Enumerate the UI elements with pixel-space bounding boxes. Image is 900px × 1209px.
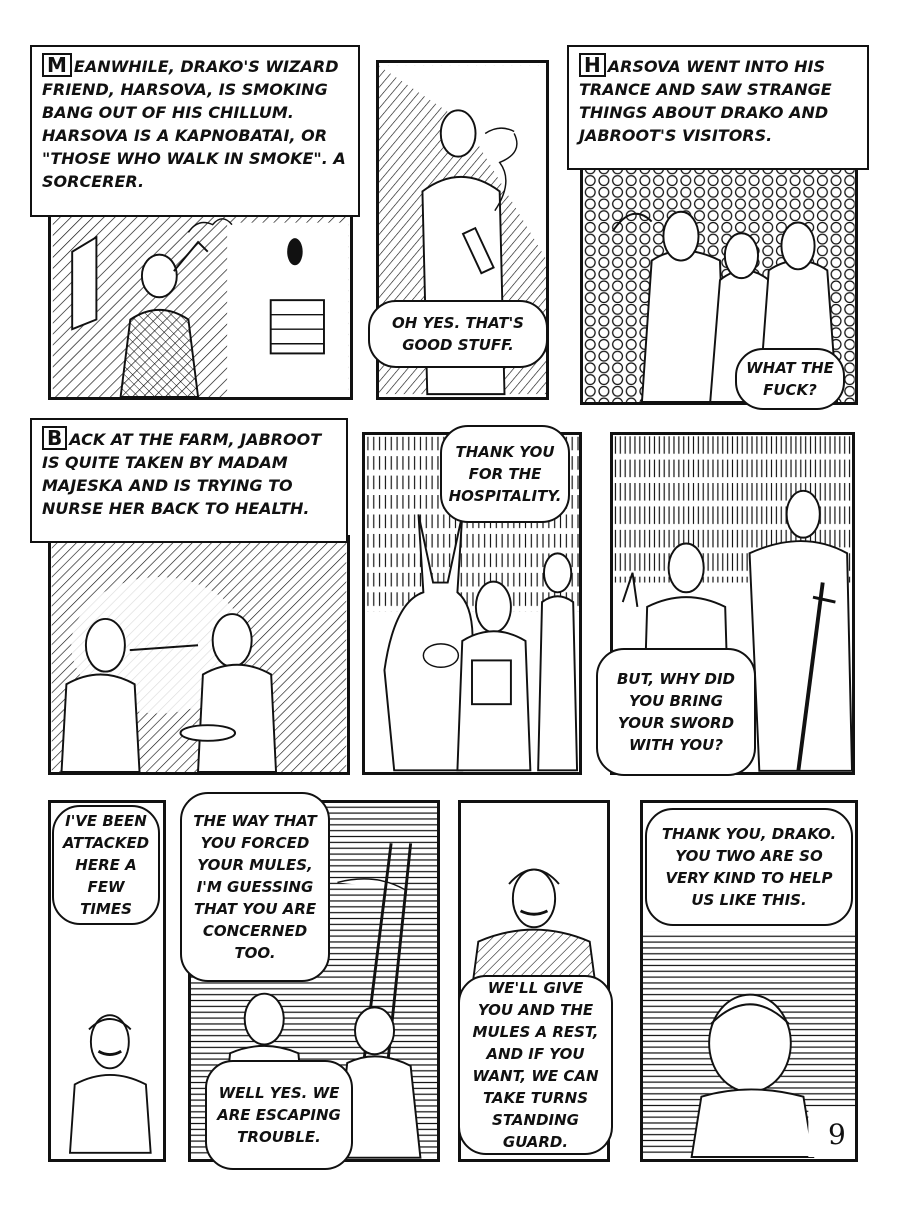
caption-text: ACK AT THE FARM, JABROOT IS QUITE TAKEN BY MADAM MAJESKA AND IS TRYING TO NURSE HER BACK TO HEALTH. [42, 430, 322, 518]
speech-bubble-2-3 [596, 648, 756, 776]
speech-text: THANK YOU FOR THE HOSPITALITY. [448, 443, 562, 505]
speech-bubble-2-2 [440, 425, 570, 523]
speech-text: WELL YES. WE ARE ESCAPING TROUBLE. [217, 1084, 341, 1146]
caption-text: ARSOVA WENT INTO HIS TRANCE AND SAW STRANGE THINGS ABOUT DRAKO AND JABROOT'S VISITORS. [579, 57, 832, 145]
speech-bubble-1-2 [368, 300, 548, 368]
panel-1-1 [48, 210, 353, 400]
speech-text: WE'LL GIVE YOU AND THE MULES A REST, AND IF YOU WANT, WE CAN TAKE TURNS STANDING GUARD. [472, 979, 599, 1151]
page-number: 9 [828, 1118, 846, 1151]
speech-bubble-3-2-top [180, 792, 330, 982]
panel-2-1-art [51, 538, 347, 772]
panel-2-1 [48, 535, 350, 775]
speech-bubble-3-3 [458, 975, 613, 1155]
speech-text: THE WAY THAT YOU FORCED YOUR MULES, I'M GUESSING THAT YOU ARE CONCERNED TOO. [193, 812, 317, 962]
caption-text: EANWHILE, DRAKO'S WIZARD FRIEND, HARSOVA, IS SMOKING BANG OUT OF HIS CHILLUM. HARSOVA IS A KAPNOBATAI, OR "THOSE WHO WALK IN SMOKE". A SORCERER. [42, 57, 346, 191]
speech-text: I'VE BEEN ATTACKED HERE A FEW TIMES [62, 812, 150, 918]
caption-drop-letter: M [42, 53, 72, 77]
speech-bubble-1-3 [735, 348, 845, 410]
speech-text: BUT, WHY DID YOU BRING YOUR SWORD WITH YOU? [616, 670, 736, 754]
speech-text: THANK YOU, DRAKO. YOU TWO ARE SO VERY KIND TO HELP US LIKE THIS. [661, 825, 837, 909]
caption-1-3 [567, 45, 869, 170]
caption-1-1 [30, 45, 360, 217]
speech-bubble-3-2-bottom [205, 1060, 353, 1170]
speech-bubble-3-1 [52, 805, 160, 925]
caption-drop-letter: H [579, 53, 606, 77]
panel-1-1-art [51, 213, 350, 397]
speech-bubble-3-4 [645, 808, 853, 926]
caption-2-1 [30, 418, 348, 543]
caption-drop-letter: B [42, 426, 67, 450]
speech-text: WHAT THE FUCK? [746, 359, 834, 399]
speech-text: OH YES. THAT'S GOOD STUFF. [392, 314, 524, 354]
